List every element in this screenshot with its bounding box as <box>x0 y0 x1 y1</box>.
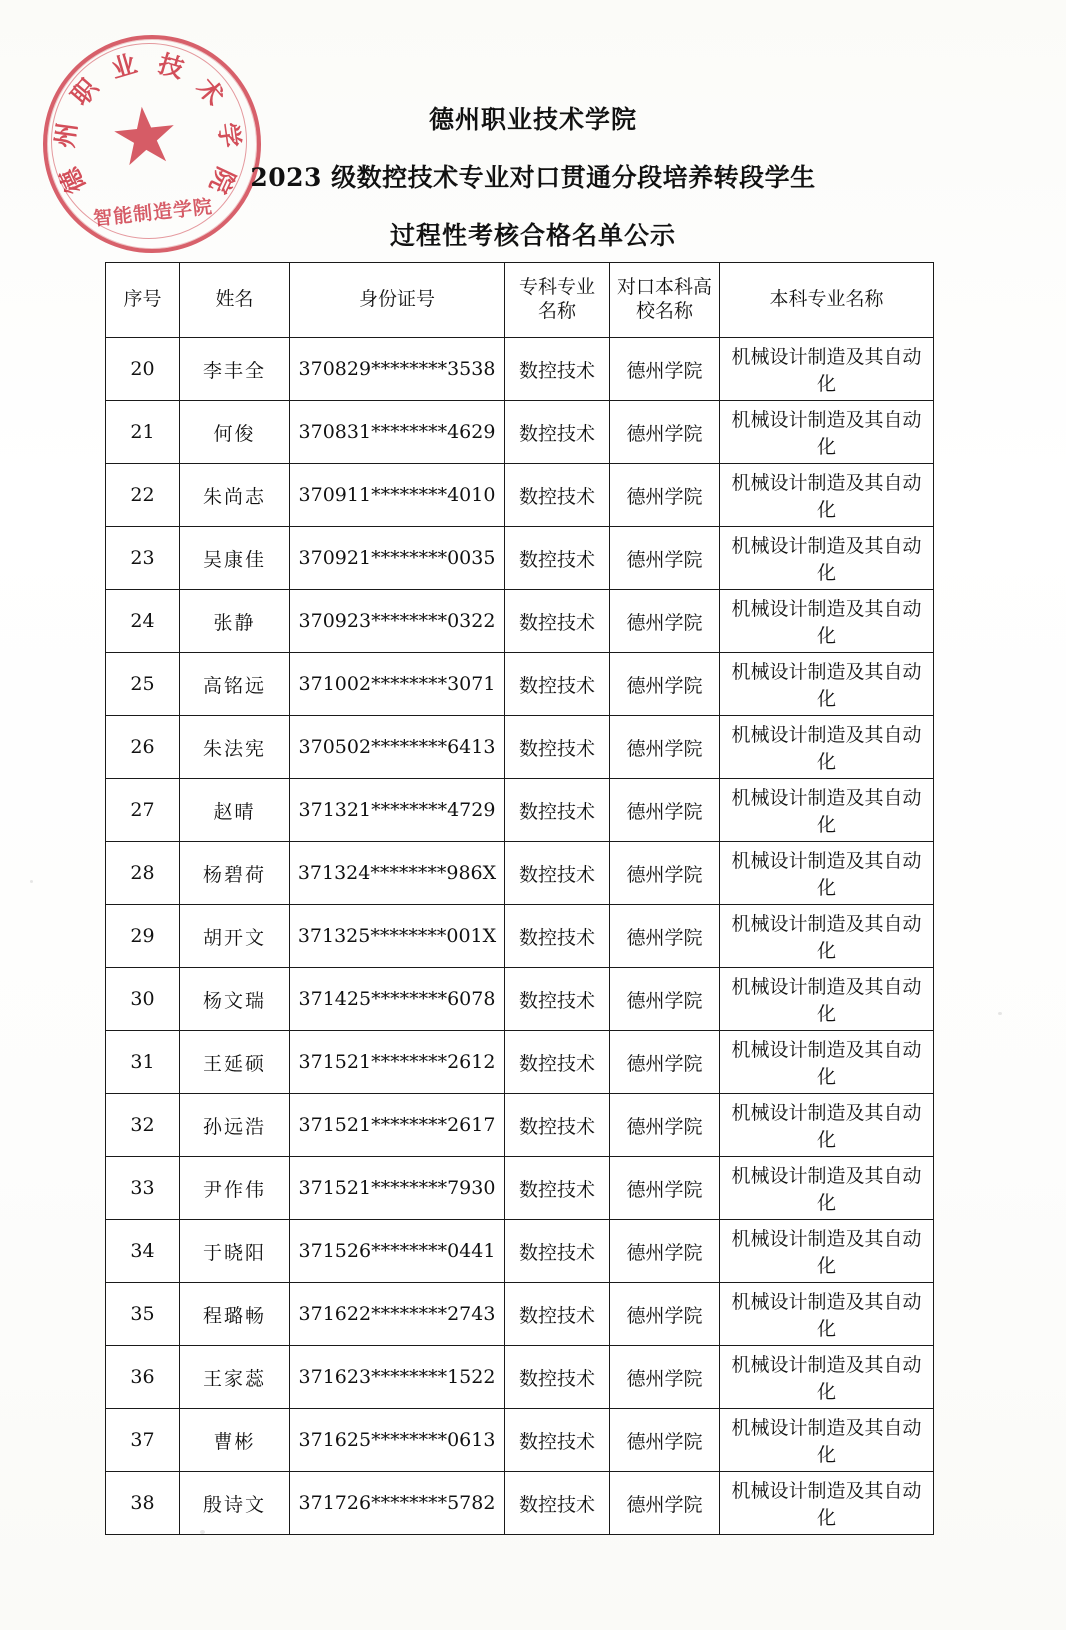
cell-serial-number: 22 <box>106 464 180 527</box>
cell-college-major: 数控技术 <box>505 1031 610 1094</box>
cell-id-number: 371625********0613 <box>290 1409 505 1472</box>
cell-undergraduate-major: 机械设计制造及其自动化 <box>720 716 934 779</box>
cell-university: 德州学院 <box>610 1031 720 1094</box>
cell-university: 德州学院 <box>610 1346 720 1409</box>
cell-college-major: 数控技术 <box>505 1220 610 1283</box>
cell-university: 德州学院 <box>610 338 720 401</box>
seal-char: 院 <box>203 163 241 199</box>
cell-undergraduate-major: 机械设计制造及其自动化 <box>720 1031 934 1094</box>
cell-undergraduate-major: 机械设计制造及其自动化 <box>720 527 934 590</box>
cell-university: 德州学院 <box>610 401 720 464</box>
cell-university: 德州学院 <box>610 1409 720 1472</box>
cell-undergraduate-major: 机械设计制造及其自动化 <box>720 590 934 653</box>
cell-serial-number: 35 <box>106 1283 180 1346</box>
cell-college-major: 数控技术 <box>505 1409 610 1472</box>
seal-char: 学 <box>213 120 246 150</box>
column-header-college-major-line1: 专科专业 <box>518 276 595 299</box>
seal-char: 德 <box>54 163 92 199</box>
cell-college-major: 数控技术 <box>505 653 610 716</box>
cell-serial-number: 31 <box>106 1031 180 1094</box>
table-row <box>106 842 934 905</box>
cell-college-major: 数控技术 <box>505 590 610 653</box>
cell-undergraduate-major: 机械设计制造及其自动化 <box>720 1283 934 1346</box>
table-row <box>106 1346 934 1409</box>
cell-id-number: 371521********7930 <box>290 1157 505 1220</box>
cell-undergraduate-major: 机械设计制造及其自动化 <box>720 1094 934 1157</box>
cell-undergraduate-major: 机械设计制造及其自动化 <box>720 464 934 527</box>
cell-serial-number: 37 <box>106 1409 180 1472</box>
cell-college-major: 数控技术 <box>505 842 610 905</box>
cell-college-major: 数控技术 <box>505 338 610 401</box>
column-header-id-number: 身份证号 <box>290 263 505 338</box>
cell-id-number: 370911********4010 <box>290 464 505 527</box>
paper-speck <box>30 880 33 883</box>
cell-student-name: 孙远浩 <box>180 1094 290 1157</box>
cell-student-name: 李丰全 <box>180 338 290 401</box>
table-header <box>106 263 934 338</box>
cell-serial-number: 29 <box>106 905 180 968</box>
cell-college-major: 数控技术 <box>505 464 610 527</box>
page-title-notice: 过程性考核合格名单公示 <box>389 221 676 250</box>
cell-student-name: 杨文瑞 <box>180 968 290 1031</box>
cell-serial-number: 32 <box>106 1094 180 1157</box>
cell-undergraduate-major: 机械设计制造及其自动化 <box>720 1472 934 1535</box>
table-row <box>106 716 934 779</box>
page-title-institution: 德州职业技术学院 <box>428 105 637 134</box>
cell-serial-number: 30 <box>106 968 180 1031</box>
cell-id-number: 371324********986X <box>290 842 505 905</box>
cell-id-number: 371623********1522 <box>290 1346 505 1409</box>
cell-serial-number: 20 <box>106 338 180 401</box>
cell-college-major: 数控技术 <box>505 905 610 968</box>
table-row <box>106 1472 934 1535</box>
cell-undergraduate-major: 机械设计制造及其自动化 <box>720 905 934 968</box>
cell-student-name: 杨碧荷 <box>180 842 290 905</box>
cell-student-name: 殷诗文 <box>180 1472 290 1535</box>
cell-college-major: 数控技术 <box>505 1283 610 1346</box>
cell-university: 德州学院 <box>610 653 720 716</box>
cell-student-name: 于晓阳 <box>180 1220 290 1283</box>
cell-university: 德州学院 <box>610 1157 720 1220</box>
cell-serial-number: 36 <box>106 1346 180 1409</box>
cell-undergraduate-major: 机械设计制造及其自动化 <box>720 779 934 842</box>
cell-university: 德州学院 <box>610 968 720 1031</box>
cell-id-number: 371521********2612 <box>290 1031 505 1094</box>
cell-university: 德州学院 <box>610 464 720 527</box>
seal-bottom-text: 智能制造学院 <box>92 195 214 231</box>
cell-undergraduate-major: 机械设计制造及其自动化 <box>720 1346 934 1409</box>
table-row <box>106 1283 934 1346</box>
cell-id-number: 370829********3538 <box>290 338 505 401</box>
table-row <box>106 1409 934 1472</box>
cell-id-number: 371002********3071 <box>290 653 505 716</box>
cell-student-name: 王延硕 <box>180 1031 290 1094</box>
cell-undergraduate-major: 机械设计制造及其自动化 <box>720 968 934 1031</box>
cell-college-major: 数控技术 <box>505 527 610 590</box>
cell-student-name: 程璐畅 <box>180 1283 290 1346</box>
table-row <box>106 905 934 968</box>
cell-college-major: 数控技术 <box>505 779 610 842</box>
cell-student-name: 吴康佳 <box>180 527 290 590</box>
table-row <box>106 527 934 590</box>
cell-student-name: 张静 <box>180 590 290 653</box>
cell-undergraduate-major: 机械设计制造及其自动化 <box>720 401 934 464</box>
cell-undergraduate-major: 机械设计制造及其自动化 <box>720 338 934 401</box>
cell-id-number: 370923********0322 <box>290 590 505 653</box>
column-header-university-line2: 校名称 <box>635 300 693 322</box>
document-title-block <box>0 100 1066 252</box>
cell-serial-number: 24 <box>106 590 180 653</box>
column-header-name: 姓名 <box>180 263 290 338</box>
cell-id-number: 371325********001X <box>290 905 505 968</box>
seal-char: 职 <box>65 73 105 112</box>
cell-university: 德州学院 <box>610 590 720 653</box>
seal-char: 技 <box>154 49 187 85</box>
student-list-table-container <box>105 262 933 1535</box>
cell-id-number: 370921********0035 <box>290 527 505 590</box>
page-title-subject: 2023 级数控技术专业对口贯通分段培养转段学生 <box>250 163 816 192</box>
paper-speck <box>200 1530 205 1534</box>
column-header-university <box>610 263 720 338</box>
table-row <box>106 653 934 716</box>
cell-college-major: 数控技术 <box>505 968 610 1031</box>
column-header-no: 序号 <box>106 263 180 338</box>
cell-college-major: 数控技术 <box>505 1157 610 1220</box>
cell-university: 德州学院 <box>610 1094 720 1157</box>
cell-university: 德州学院 <box>610 842 720 905</box>
column-header-college-major <box>505 263 610 338</box>
cell-student-name: 曹彬 <box>180 1409 290 1472</box>
cell-college-major: 数控技术 <box>505 1472 610 1535</box>
column-header-undergraduate-major: 本科专业名称 <box>720 263 934 338</box>
cell-id-number: 371726********5782 <box>290 1472 505 1535</box>
table-header-row <box>106 263 934 338</box>
cell-serial-number: 25 <box>106 653 180 716</box>
cell-university: 德州学院 <box>610 1283 720 1346</box>
cell-undergraduate-major: 机械设计制造及其自动化 <box>720 842 934 905</box>
cell-serial-number: 28 <box>106 842 180 905</box>
cell-student-name: 赵晴 <box>180 779 290 842</box>
cell-university: 德州学院 <box>610 527 720 590</box>
cell-id-number: 371622********2743 <box>290 1283 505 1346</box>
cell-undergraduate-major: 机械设计制造及其自动化 <box>720 1220 934 1283</box>
table-row <box>106 1031 934 1094</box>
table-body <box>106 338 934 1535</box>
seal-char: 业 <box>108 49 141 85</box>
column-header-college-major-line2: 名称 <box>537 300 576 322</box>
cell-serial-number: 38 <box>106 1472 180 1535</box>
student-list-table <box>105 262 934 1535</box>
cell-university: 德州学院 <box>610 1472 720 1535</box>
cell-serial-number: 33 <box>106 1157 180 1220</box>
cell-id-number: 370831********4629 <box>290 401 505 464</box>
table-row <box>106 968 934 1031</box>
column-header-university-line1: 对口本科高 <box>616 276 712 299</box>
cell-student-name: 胡开文 <box>180 905 290 968</box>
cell-id-number: 371521********2617 <box>290 1094 505 1157</box>
cell-serial-number: 23 <box>106 527 180 590</box>
cell-university: 德州学院 <box>610 716 720 779</box>
cell-university: 德州学院 <box>610 779 720 842</box>
table-row <box>106 1094 934 1157</box>
cell-student-name: 朱尚志 <box>180 464 290 527</box>
cell-serial-number: 26 <box>106 716 180 779</box>
table-row <box>106 338 934 401</box>
paper-speck <box>998 1012 1002 1015</box>
cell-student-name: 王家蕊 <box>180 1346 290 1409</box>
cell-undergraduate-major: 机械设计制造及其自动化 <box>720 653 934 716</box>
table-row <box>106 779 934 842</box>
cell-serial-number: 27 <box>106 779 180 842</box>
cell-college-major: 数控技术 <box>505 1346 610 1409</box>
table-row <box>106 464 934 527</box>
cell-undergraduate-major: 机械设计制造及其自动化 <box>720 1157 934 1220</box>
cell-id-number: 371526********0441 <box>290 1220 505 1283</box>
cell-serial-number: 34 <box>106 1220 180 1283</box>
cell-id-number: 370502********6413 <box>290 716 505 779</box>
table-row <box>106 401 934 464</box>
table-row <box>106 1220 934 1283</box>
cell-college-major: 数控技术 <box>505 1094 610 1157</box>
cell-university: 德州学院 <box>610 905 720 968</box>
cell-serial-number: 21 <box>106 401 180 464</box>
cell-id-number: 371321********4729 <box>290 779 505 842</box>
seal-char: 州 <box>49 120 82 150</box>
seal-char: 术 <box>190 73 230 112</box>
cell-student-name: 高铭远 <box>180 653 290 716</box>
cell-student-name: 朱法宪 <box>180 716 290 779</box>
cell-university: 德州学院 <box>610 1220 720 1283</box>
table-row <box>106 590 934 653</box>
cell-undergraduate-major: 机械设计制造及其自动化 <box>720 1409 934 1472</box>
table-row <box>106 1157 934 1220</box>
cell-id-number: 371425********6078 <box>290 968 505 1031</box>
cell-student-name: 何俊 <box>180 401 290 464</box>
cell-college-major: 数控技术 <box>505 401 610 464</box>
cell-student-name: 尹作伟 <box>180 1157 290 1220</box>
cell-college-major: 数控技术 <box>505 716 610 779</box>
seal-star-icon: ★ <box>105 88 185 186</box>
